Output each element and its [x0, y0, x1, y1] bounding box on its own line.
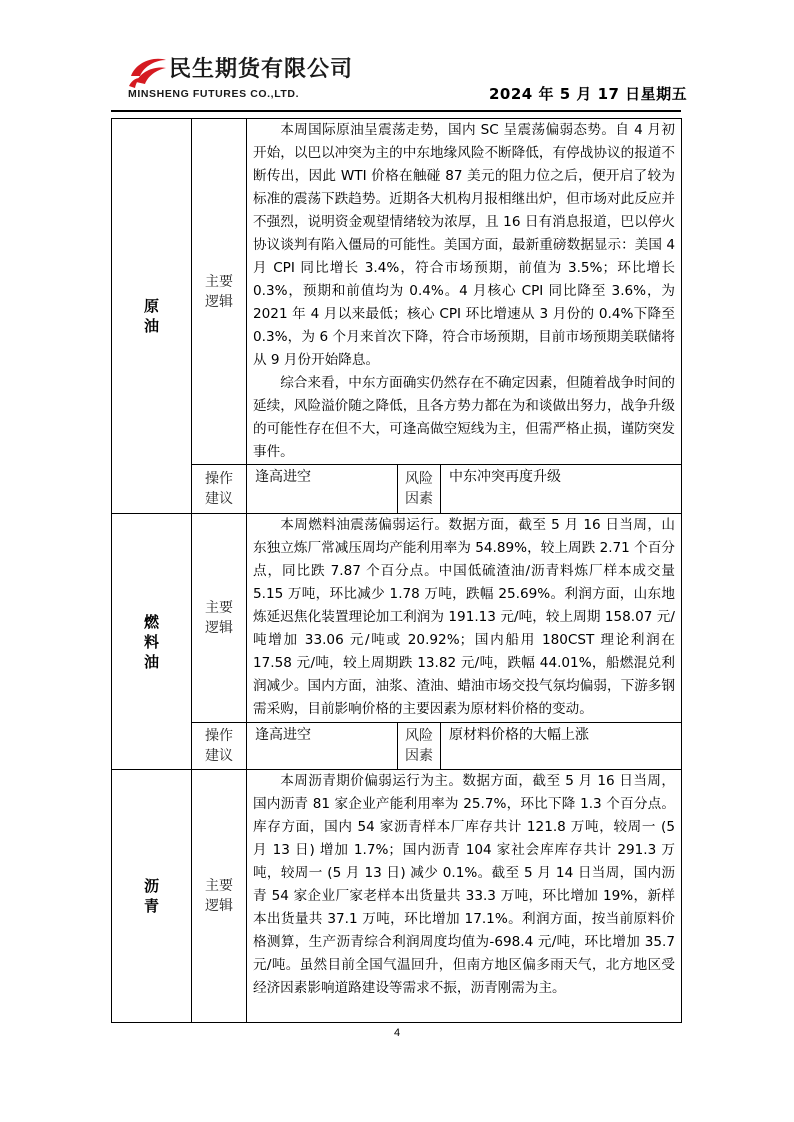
label-operation-advice: 操作 建议 [192, 723, 247, 770]
logo-chinese-name: 民生期货有限公司 [169, 57, 354, 82]
operation-advice-text: 逢高进空 [247, 723, 398, 770]
label-main-logic: 主要 逻辑 [192, 770, 247, 1023]
operation-advice-text: 逢高进空 [247, 465, 398, 514]
table-row-asphalt [112, 770, 682, 1023]
table-row-fuel-oil [112, 514, 682, 723]
table-row-crude-oil-ops [112, 465, 682, 514]
main-logic-text: 本周国际原油呈震荡走势，国内 SC 呈震荡偏弱态势。自 4 月初开始，以巴以冲突为主的中东地缘风险不断降低，有停战协议的报道不断传出，因此 WTI 价格在触碰 87 美元的阻力位之后，便开启了较为标准的震荡下跌趋势。近期各大机构月报相继出炉，但市场对此反应并不强烈，说明资金观望情绪较为浓厚，且 16 日有消息报道，巴以停火协议谈判有陷入僵局的可能性。美国方面，最新重磅数据显示：美国 4 月 CPI 同比增长 3.4%，符合市场预期，前值为 3.5%；环比增长 0.3%，预期和前值均为 0.4%。4 月核心 CPI 同比降至 3.6%，为 2021 年 4 月以来最低；核心 CPI 环比增速从 3 月份的 0.4%下降至 0.3%，为 6 个月来首次下降，符合市场预期，目前市场预期美联储将从 9 月份开始降息。 综合来看，中东方面确实仍然存在不确定因素，但随着战争时间的延续，风险溢价随之降低，且各方势力都在为和谈做出努力，战争升级的可能性存在但不大，可逢高做空短线为主，但需严格止损，谨防突发事件。 [247, 119, 682, 465]
label-risk-factors: 风险 因素 [398, 465, 441, 514]
main-logic-text: 本周燃料油震荡偏弱运行。数据方面，截至 5 月 16 日当周，山东独立炼厂常减压周均产能利用率为 54.89%，较上周跌 2.71 个百分点，同比跌 7.87 个百分点。中国低硫渣油/沥青料炼厂样本成交量 5.15 万吨，环比减少 1.78 万吨，跌幅 25.69%。利润方面，山东地炼延迟焦化装置理论加工利润为 191.13 元/吨，较上周期 158.07 元/吨增加 33.06 元/吨或 20.92%；国内船用 180CST 理论利润在 17.58 元/吨，较上周期跌 13.82 元/吨，跌幅 44.01%，船燃混兑利润减少。国内方面，油浆、渣油、蜡油市场交投气氛均偏弱，下游多钢需采购，目前影响价格的主要因素为原材料价格的变动。 [247, 514, 682, 723]
report-date: 2024 年 5 月 17 日星期五 [489, 85, 688, 103]
table-row-fuel-oil-ops [112, 723, 682, 770]
company-logo [128, 56, 368, 102]
page-header [0, 0, 794, 110]
table-row-crude-oil [112, 119, 682, 465]
category-fuel-oil: 燃 料 油 [112, 514, 192, 770]
minsheng-logo-icon [128, 56, 168, 90]
page-number: 4 [393, 1027, 401, 1039]
main-logic-text: 本周沥青期价偏弱运行为主。数据方面，截至 5 月 16 日当周，国内沥青 81 家企业产能利用率为 25.7%，环比下降 1.3 个百分点。库存方面，国内 54 家沥青样本厂库存共计 121.8 万吨，较周一 (5 月 13 日) 增加 1.7%；国内沥青 104 家社会库库存共计 291.3 万吨，较周一 (5 月 13 日) 减少 0.1%。截至 5 月 14 日当周，国内沥青 54 家企业厂家老样本出货量共 33.3 万吨，环比增加 19%，新样本出货量共 37.1 万吨，环比增加 17.1%。利润方面，按当前原料价格测算，生产沥青综合利润周度均值为-698.4 元/吨，环比增加 35.7 元/吨。虽然目前全国气温回升，但南方地区偏多雨天气，北方地区受经济因素影响道路建设等需求不振，沥青刚需为主。 [247, 770, 682, 1023]
category-asphalt: 沥 青 [112, 770, 192, 1023]
label-main-logic: 主要 逻辑 [192, 514, 247, 723]
header-divider [111, 110, 681, 112]
label-operation-advice: 操作 建议 [192, 465, 247, 514]
market-analysis-table [111, 118, 682, 1023]
logo-english-name: MINSHENG FUTURES CO.,LTD. [128, 88, 300, 100]
label-main-logic: 主要 逻辑 [192, 119, 247, 465]
category-crude-oil: 原 油 [112, 119, 192, 514]
risk-factors-text: 原材料价格的大幅上涨 [441, 723, 682, 770]
label-risk-factors: 风险 因素 [398, 723, 441, 770]
risk-factors-text: 中东冲突再度升级 [441, 465, 682, 514]
